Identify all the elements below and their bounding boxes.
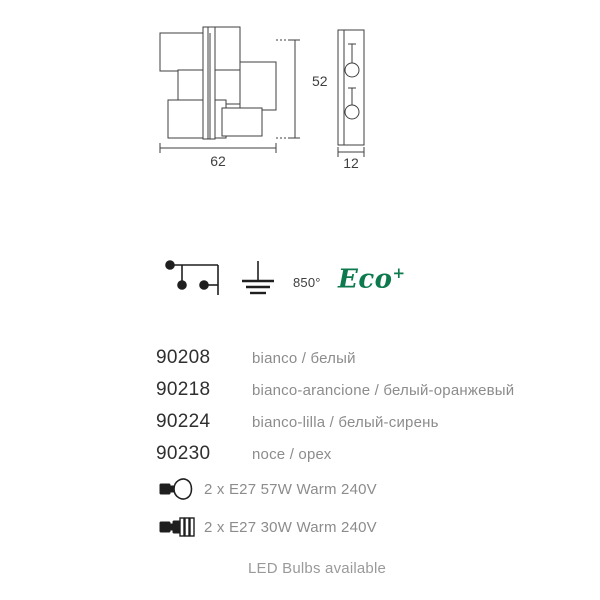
eco-superscript: + xyxy=(392,264,406,282)
dimension-depth: 12 xyxy=(343,155,359,171)
incandescent-bulb-icon xyxy=(156,475,200,503)
eco-text: Eco xyxy=(338,264,393,295)
led-availability-note: LED Bulbs available xyxy=(248,560,387,577)
beam-angle-label: 850° xyxy=(293,275,321,290)
lamp-spec: 2 x E27 57W Warm 240V xyxy=(204,480,377,498)
dimension-width: 62 xyxy=(210,153,226,169)
table-row xyxy=(0,374,600,406)
product-code: 90224 xyxy=(156,411,211,432)
product-code: 90230 xyxy=(156,443,211,464)
dimension-height: 52 xyxy=(312,73,328,89)
product-code: 90218 xyxy=(156,379,211,400)
technical-drawing xyxy=(0,0,600,180)
table-row xyxy=(0,508,600,546)
table-row xyxy=(0,470,600,508)
product-colour: bianco-lilla / белый-сирень xyxy=(252,413,439,431)
product-colour: bianco-arancione / белый-оранжевый xyxy=(252,381,515,399)
front-view-shape xyxy=(160,27,276,139)
product-colour: noce / орех xyxy=(252,445,332,463)
wiring-and-earth-icons xyxy=(160,255,360,311)
lamp-spec: 2 x E27 30W Warm 240V xyxy=(204,518,377,536)
compact-fluorescent-bulb-icon xyxy=(156,513,200,541)
product-code-list xyxy=(0,342,600,577)
eco-label xyxy=(338,264,406,295)
table-row xyxy=(0,342,600,374)
product-code: 90208 xyxy=(156,347,211,368)
table-row xyxy=(0,438,600,470)
side-view-shape xyxy=(338,30,364,145)
table-row xyxy=(0,406,600,438)
symbol-row xyxy=(160,255,580,315)
product-colour: bianco / белый xyxy=(252,349,356,367)
